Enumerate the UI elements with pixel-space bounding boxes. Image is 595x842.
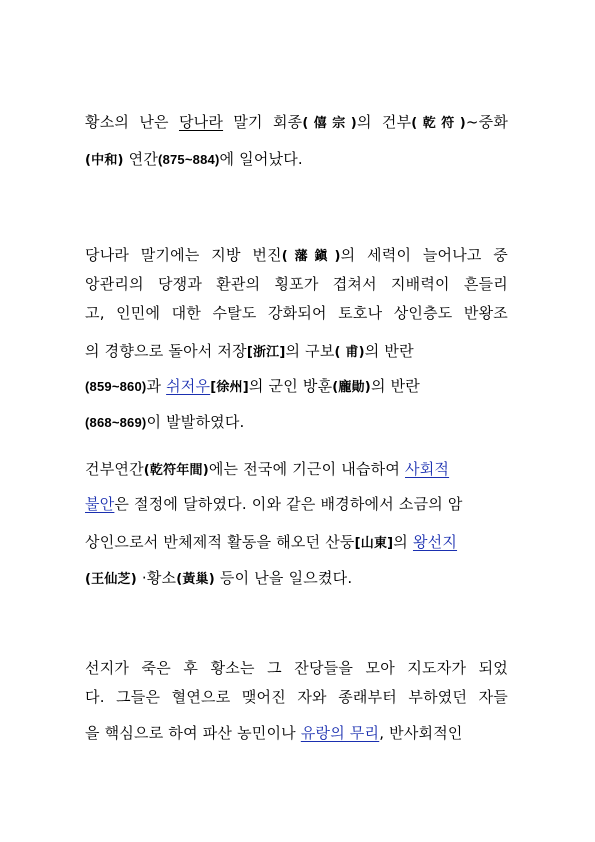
text: 황소의 난은 xyxy=(85,113,179,131)
paragraph-1-line-2 xyxy=(85,149,303,171)
text: 에는 전국에 기근이 내습하여 xyxy=(208,460,406,478)
text: 은 절정에 달하였다. 이와 같은 배경하에서 소금의 암 xyxy=(114,495,463,513)
text: 등이 난을 일으켰다. xyxy=(214,569,353,587)
paragraph-2-line-3: 고, 인민에 대한 수탈도 강화되어 토호나 상인층도 반왕조 xyxy=(85,304,508,322)
text: 의 xyxy=(393,533,413,551)
paragraph-4-line-1: 선지가 죽은 후 황소는 그 잔당들을 모아 지도자가 되었 xyxy=(85,659,508,677)
paragraph-4-line-2: 다. 그들은 혈연으로 맺어진 자와 종래부터 부하였던 자들 xyxy=(85,688,508,706)
paragraph-2-line-2: 앙관리의 당쟁과 환관의 횡포가 겹쳐서 지배력이 흔들리 xyxy=(85,275,508,293)
text: 의 군인 방훈 xyxy=(248,377,333,395)
text: 에 일어났다. xyxy=(219,150,303,168)
hanja-text: [徐州] xyxy=(210,380,249,395)
paragraph-2-line-6 xyxy=(85,412,245,433)
link-xuzhou[interactable]: 쉬저우 xyxy=(166,377,211,395)
text: 의 구보 xyxy=(285,342,335,360)
paragraph-2-line-4 xyxy=(85,341,414,363)
hanja-text: [山東] xyxy=(354,536,394,551)
year-range: (868~869) xyxy=(85,415,147,430)
paragraph-3-line-4 xyxy=(85,568,352,590)
hanja-text: (藩鎭) xyxy=(281,249,341,264)
hanja-text: [浙江] xyxy=(246,345,286,360)
hanja-text: (龐勛) xyxy=(332,380,371,395)
paragraph-3-line-3 xyxy=(85,532,457,554)
hanja-text: (黃巢) xyxy=(176,572,215,587)
paragraph-3-line-2 xyxy=(85,494,463,514)
text: 말기 회종 xyxy=(223,113,303,131)
underlined-term-tang: 당나라 xyxy=(178,113,224,131)
paragraph-1-line-1 xyxy=(85,112,508,134)
text: 당나라 말기에는 지방 번진 xyxy=(85,246,282,264)
paragraph-2-line-5 xyxy=(85,376,420,398)
paragraph-3-line-1 xyxy=(85,459,449,481)
text: 연간 xyxy=(123,150,159,168)
link-wang-xianzhi[interactable]: 왕선지 xyxy=(412,533,458,551)
text: 건부연간 xyxy=(85,460,144,478)
text: 의 반란 xyxy=(370,377,420,395)
paragraph-2-line-1 xyxy=(85,245,508,267)
hanja-text: (中和) xyxy=(85,153,124,168)
text: 의 세력이 늘어나고 중 xyxy=(340,246,509,264)
link-social-unrest-continued[interactable]: 불안 xyxy=(85,495,115,513)
text: 과 xyxy=(146,377,167,395)
text: ·황소 xyxy=(136,569,177,587)
hanja-text: (乾符) xyxy=(411,116,466,131)
text: ~중화 xyxy=(465,113,509,131)
text: , 반사회적인 xyxy=(379,724,463,742)
link-wandering-crowd[interactable]: 유랑의 무리 xyxy=(300,724,380,742)
text: 상인으로서 반체제적 활동을 해오던 산둥 xyxy=(85,533,355,551)
year-range: (859~860) xyxy=(85,379,147,394)
text: 의 반란 xyxy=(364,342,414,360)
hanja-text: (乾符年間) xyxy=(143,463,209,478)
hanja-text: (王仙芝) xyxy=(85,572,137,587)
text: 이 발발하였다. xyxy=(146,413,245,431)
paragraph-4-line-3 xyxy=(85,723,463,743)
text: 의 건부 xyxy=(356,113,412,131)
year-range: (875~884) xyxy=(158,152,220,167)
hanja-text: ( 甫) xyxy=(334,345,365,360)
text: 의 경향으로 돌아서 저장 xyxy=(85,342,247,360)
link-social-unrest[interactable]: 사회적 xyxy=(405,460,450,478)
hanja-text: (僖宗) xyxy=(302,116,357,131)
text: 을 핵심으로 하여 파산 농민이나 xyxy=(85,724,301,742)
